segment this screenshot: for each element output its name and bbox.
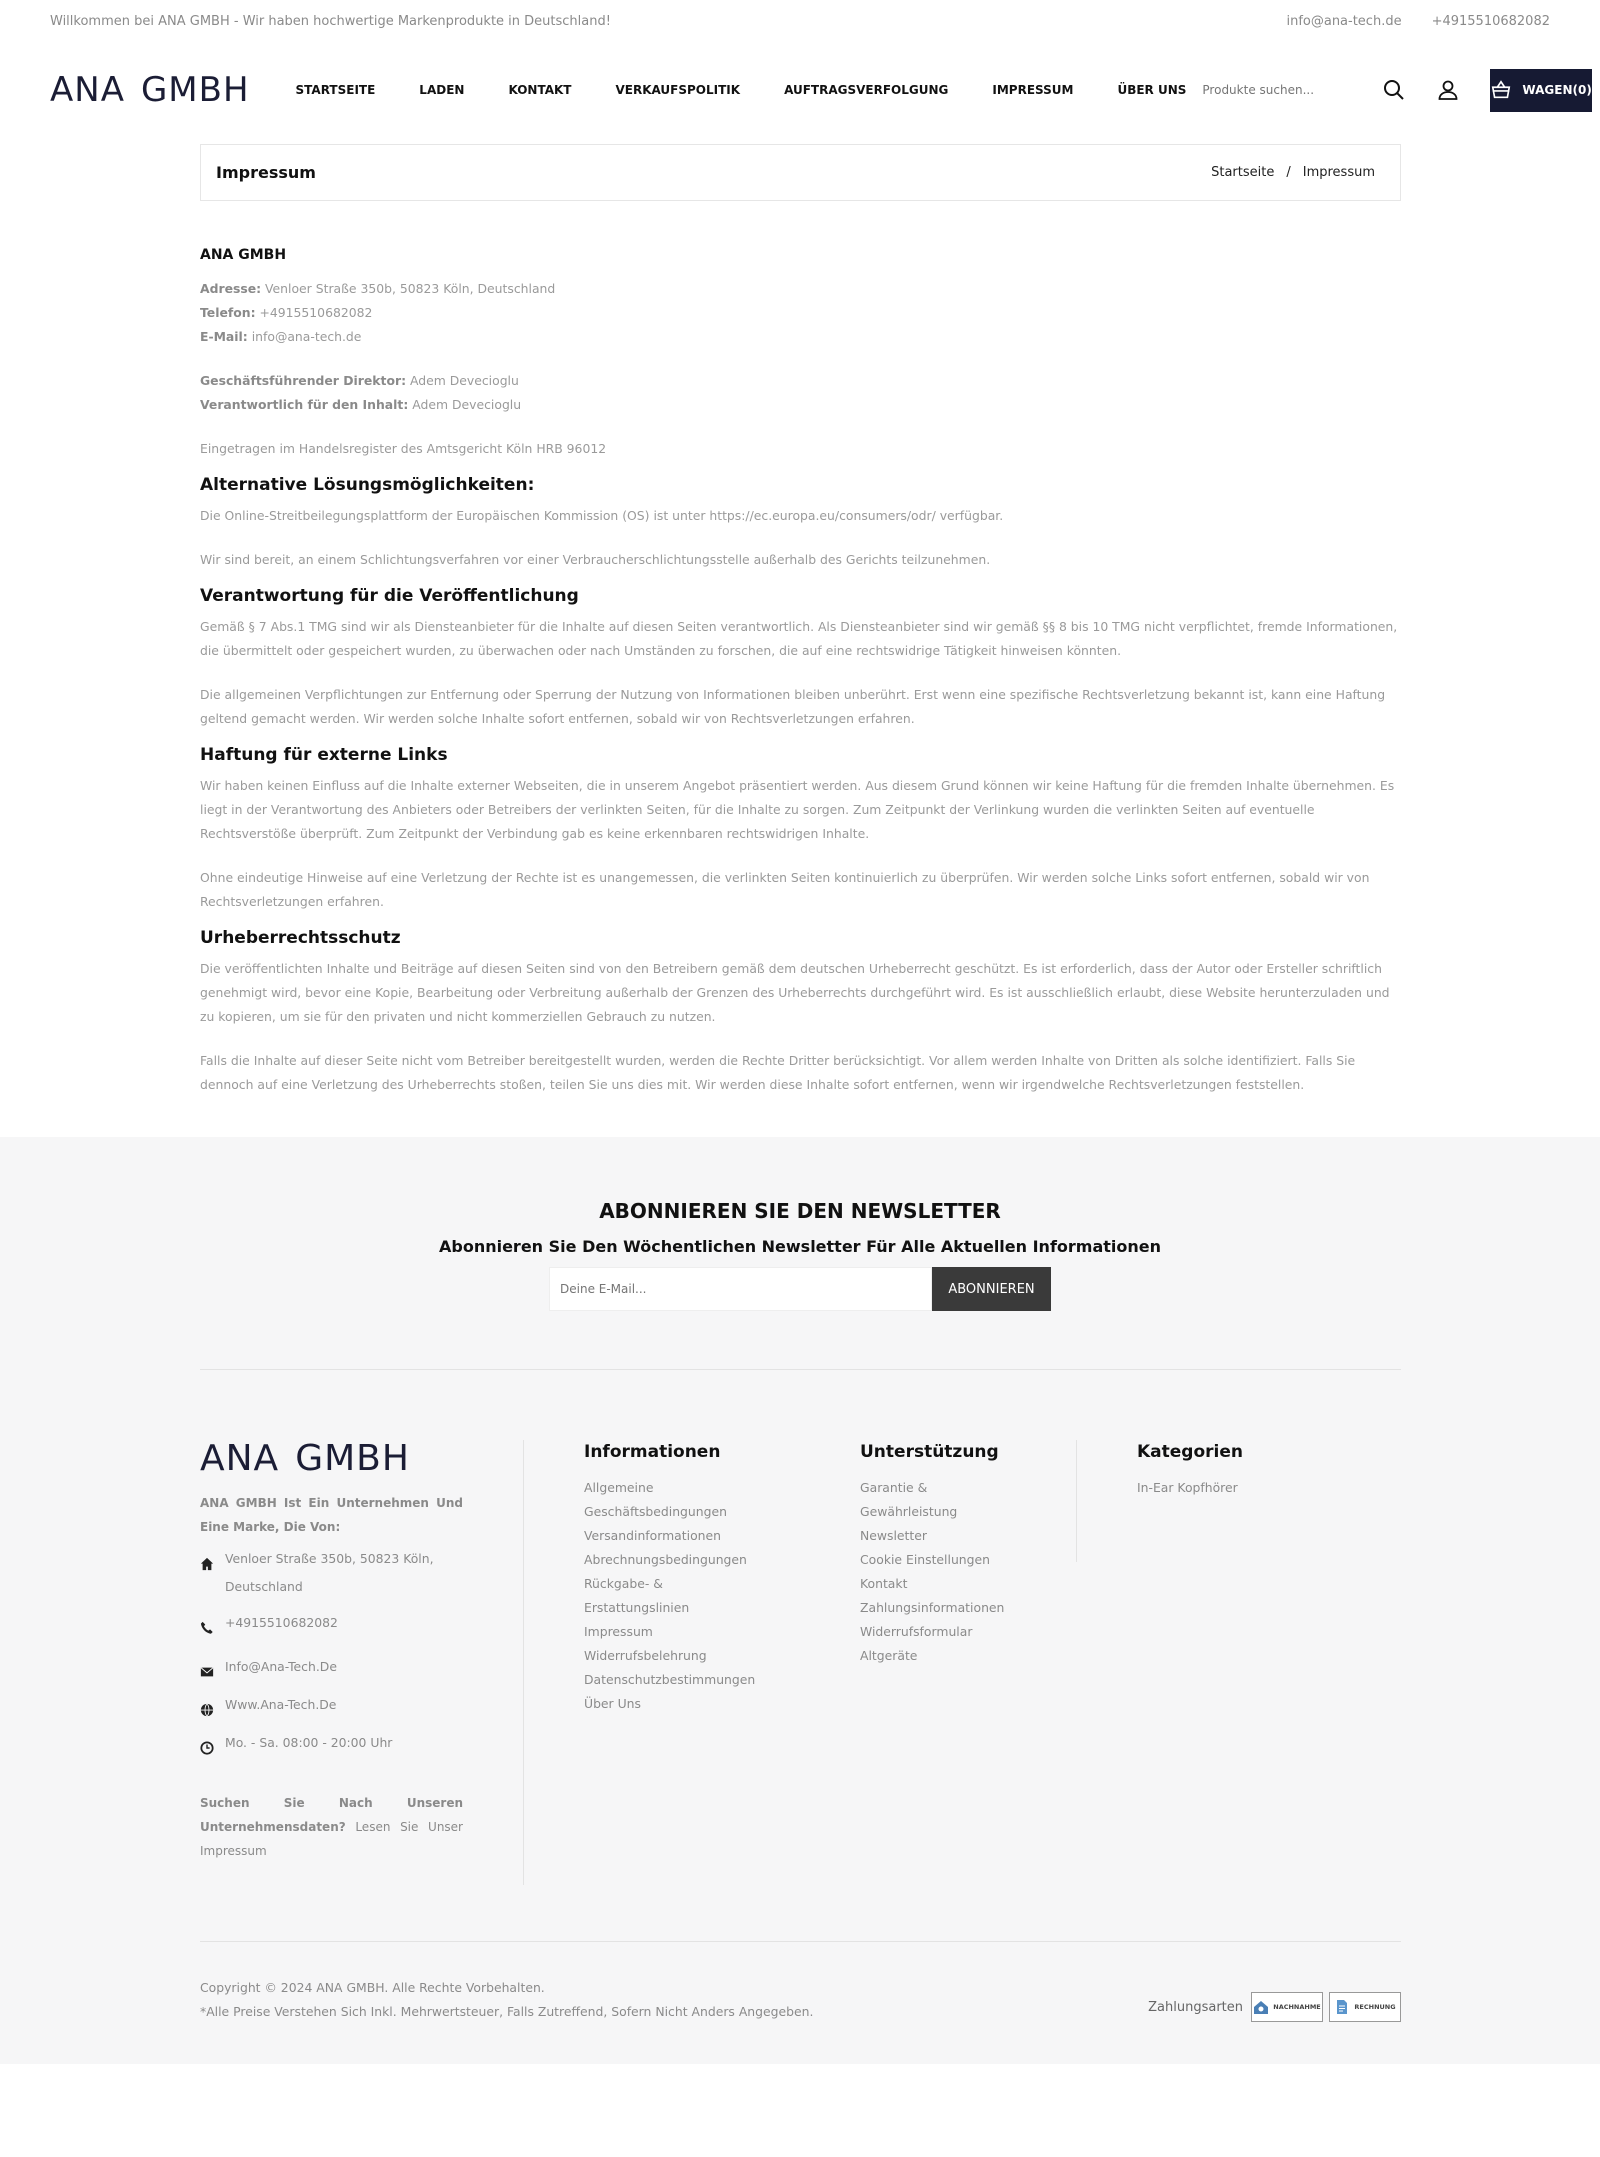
phone-icon [200,1621,214,1635]
copyright-text: Copyright © 2024 ANA GMBH. Alle Rechte Vorbehalten. [200,1980,545,1995]
nav-impressum[interactable]: IMPRESSUM [992,83,1074,97]
logo-part1: ANA [50,70,125,110]
main-nav [296,83,1187,97]
vat-note: *Alle Preise Verstehen Sich Inkl. Mehrwertsteuer, Falls Zutreffend, Sofern Nicht Anders Angegeben. [200,2004,814,2019]
footer-link[interactable]: Garantie & Gewährleistung [860,1480,958,1519]
section-paragraph: Die veröffentlichten Inhalte und Beiträge auf diesen Seiten sind von den Betreibern gemäß dem deutschen Urheberrecht geschützt. Es ist erforderlich, dass der Autor oder Ersteller schriftlich genehmigt wird, bevor eine Kopie, Bearbeitung oder Verbreitung außerhalb der Grenzen des Urheberrechts durchgeführt wird. Es ist ausschließlich erlaubt, diese Website herunterzuladen und zu kopieren, um sie für den privaten und nicht kommerziellen Gebrauch zu nutzen. [200,961,1390,1024]
footer-phone: +4915510682082 [200,1609,463,1645]
site-footer [0,1369,1600,2064]
footer-info-title: Informationen [584,1442,721,1462]
footer-categories-column [1137,1442,1243,1500]
director-line: Geschäftsführender Direktor: Adem Devecioglu [200,373,519,388]
footer-link[interactable]: Über Uns [584,1696,641,1711]
footer-info-column [584,1442,755,1716]
nav-verkaufspolitik[interactable]: VERKAUFSPOLITIK [615,83,741,97]
breadcrumb [200,144,1401,201]
welcome-text: Willkommen bei ANA GMBH - Wir haben hochwertige Markenprodukte in Deutschland! [50,13,611,29]
payment-label: Zahlungsarten [1148,1999,1243,2015]
footer-link[interactable]: Newsletter [860,1528,927,1543]
cart-button[interactable] [1490,69,1591,112]
footer-link[interactable]: Allgemeine Geschäftsbedingungen [584,1480,727,1519]
footer-link[interactable]: Rückgabe- & Erstattungslinien [584,1576,690,1615]
payment-methods [1148,1990,1401,2024]
section-paragraph: Die Online-Streitbeilegungsplattform der Europäischen Kommission (OS) ist unter https://ec.europa.eu/consumers/odr/ verfügbar. [200,508,1004,523]
payment-badge-cod: NACHNAHME [1251,1992,1323,2022]
email-line: E-Mail: info@ana-tech.de [200,329,362,344]
newsletter-section [0,1137,1600,1369]
cart-label: WAGEN(0) [1522,83,1592,97]
footer-hours: Mo. - Sa. 08:00 - 20:00 Uhr [200,1729,463,1765]
footer-bottom [200,1941,1401,2024]
section-heading: Urheberrechtsschutz [200,928,401,948]
footer-logo[interactable]: ANA GMBH [200,1438,410,1479]
page-title: Impressum [216,163,316,182]
impressum-content [200,201,1401,1137]
footer-link[interactable]: Impressum [584,1624,653,1639]
footer-link[interactable]: Cookie Einstellungen [860,1552,990,1567]
footer-link[interactable]: Zahlungsinformationen [860,1600,1005,1615]
nav-auftragsverfolgung[interactable]: AUFTRAGSVERFOLGUNG [784,83,949,97]
footer-impressum-note[interactable]: Suchen Sie Nach Unseren Unternehmensdaten? Lesen Sie Unser Impressum [200,1796,463,1858]
payment-badge-invoice: RECHNUNG [1329,1992,1401,2022]
company-name: ANA GMBH [200,247,287,263]
breadcrumb-trail [1211,165,1375,180]
section-paragraph: Gemäß § 7 Abs.1 TMG sind wir als Diensteanbieter für die Inhalte auf diesen Seiten verantwortlich. Als Diensteanbieter sind wir gemäß §§ 8 bis 10 TMG nicht verpflichtet, fremde Informationen, die übermittelt oder gespeichert wurden, zu überwachen oder nach Umständen zu forschen, die auf eine rechtswidrige Tätigkeit hinweisen könnten. [200,619,1398,658]
newsletter-subtitle: Abonnieren Sie Den Wöchentlichen Newsletter Für Alle Aktuellen Informationen [438,1237,1162,1256]
section-heading: Haftung für externe Links [200,745,448,765]
cash-on-delivery-icon [1253,1999,1269,2015]
newsletter-form [549,1267,1051,1311]
breadcrumb-separator: / [1286,165,1291,180]
footer-email[interactable]: Info@Ana-Tech.De [200,1653,463,1689]
search-icon[interactable] [1382,78,1406,102]
top-email-link[interactable]: info@ana-tech.de [1286,13,1402,29]
site-header [0,42,1600,138]
user-icon[interactable] [1436,78,1460,102]
section-paragraph: Wir haben keinen Einfluss auf die Inhalte externer Webseiten, die in unserem Angebot präsentiert werden. Aus diesem Grund können wir keine Haftung für die fremden Inhalte übernehmen. Es liegt in der Verantwortung des Anbieters oder Betreibers der verlinkten Seiten, für die Inhalte zu sorgen. Zum Zeitpunkt der Verlinkung wurden die verlinkten Seiten auf eventuelle Rechtsverstöße überprüft. Zum Zeitpunkt der Verbindung gab es keine erkennbaren rechtswidrigen Inhalte. [200,778,1395,841]
basket-icon [1490,79,1512,101]
footer-column-divider [523,1440,524,1885]
breadcrumb-current: Impressum [1302,165,1375,180]
footer-link[interactable]: Datenschutzbestimmungen [584,1672,756,1687]
breadcrumb-home-link[interactable]: Startseite [1211,165,1275,180]
footer-legal [200,1976,813,2024]
top-phone-link[interactable]: +4915510682082 [1431,13,1550,29]
globe-icon [200,1703,214,1717]
footer-link[interactable]: Altgeräte [860,1648,918,1663]
top-bar [0,0,1600,42]
home-icon [200,1557,214,1571]
logo-part2: GMBH [140,70,250,110]
footer-link[interactable]: In-Ear Kopfhörer [1137,1480,1238,1495]
section-paragraph: Die allgemeinen Verpflichtungen zur Entfernung oder Sperrung der Nutzung von Informationen bleiben unberührt. Erst wenn eine spezifische Rechtsverletzung bekannt ist, kann eine Haftung geltend gemacht werden. Wir werden solche Inhalte sofort entfernen, sobald wir von Rechtsverletzungen erfahren. [200,687,1386,726]
clock-icon [200,1741,214,1755]
footer-link[interactable]: Widerrufsbelehrung [584,1648,707,1663]
phone-line: Telefon: +4915510682082 [200,305,373,320]
footer-link[interactable]: Widerrufsformular [860,1624,973,1639]
search-input[interactable] [1202,83,1352,97]
subscribe-button[interactable]: ABONNIEREN [932,1267,1051,1311]
nav-startseite[interactable]: STARTSEITE [295,83,376,97]
section-paragraph: Falls die Inhalte auf dieser Seite nicht vom Betreiber bereitgestellt wurden, werden die Rechte Dritter berücksichtigt. Vor allem werden Inhalte von Dritten als solche identifiziert. Falls Sie dennoch auf eine Verletzung des Urheberrechts stoßen, teilen Sie uns dies mit. Wir werden diese Inhalte sofort entfernen, wenn wir irgendwelche Rechtsverletzungen feststellen. [200,1053,1356,1092]
section-paragraph: Wir sind bereit, an einem Schlichtungsverfahren vor einer Verbraucherschlichtungsstelle außerhalb des Gerichts teilzunehmen. [200,552,991,567]
responsible-line: Verantwortlich für den Inhalt: Adem Devecioglu [200,397,522,412]
footer-link[interactable]: Kontakt [860,1576,908,1591]
section-paragraph: Ohne eindeutige Hinweise auf eine Verletzung der Rechte ist es unangemessen, die verlinkten Seiten kontinuierlich zu überprüfen. Wir werden solche Links sofort entfernen, sobald wir von Rechtsverletzungen erfahren. [200,870,1370,909]
footer-support-title: Unterstützung [860,1442,999,1462]
newsletter-email-input[interactable] [549,1267,932,1311]
footer-categories-title: Kategorien [1137,1442,1243,1462]
footer-column-divider [1076,1440,1077,1562]
footer-address: Venloer Straße 350b, 50823 Köln, Deutschland [200,1545,463,1601]
address-line: Adresse: Venloer Straße 350b, 50823 Köln, Deutschland [200,281,556,296]
management-block [200,369,1401,417]
invoice-icon [1334,1999,1350,2015]
nav-ueber-uns[interactable]: ÜBER UNS [1117,83,1187,97]
footer-about [200,1438,463,1885]
register-text: Eingetragen im Handelsregister des Amtsgericht Köln HRB 96012 [200,441,607,456]
top-contact [1286,14,1550,29]
nav-laden[interactable]: LADEN [419,83,465,97]
footer-link[interactable]: Abrechnungsbedingungen [584,1552,747,1567]
section-heading: Verantwortung für die Veröffentlichung [200,586,579,606]
mail-icon [200,1665,214,1679]
footer-link[interactable]: Versandinformationen [584,1528,721,1543]
footer-support-column [860,1442,1004,1668]
nav-kontakt[interactable]: KONTAKT [508,83,572,97]
footer-website[interactable]: Www.Ana-Tech.De [200,1691,463,1727]
contact-block [200,277,1401,349]
section-heading: Alternative Lösungsmöglichkeiten: [200,475,535,495]
footer-description: ANA GMBH Ist Ein Unternehmen Und Eine Marke, Die Von: [200,1496,463,1534]
footer-columns [200,1370,1401,1885]
site-logo[interactable] [50,70,250,110]
newsletter-title: ABONNIEREN SIE DEN NEWSLETTER [599,1199,1001,1223]
